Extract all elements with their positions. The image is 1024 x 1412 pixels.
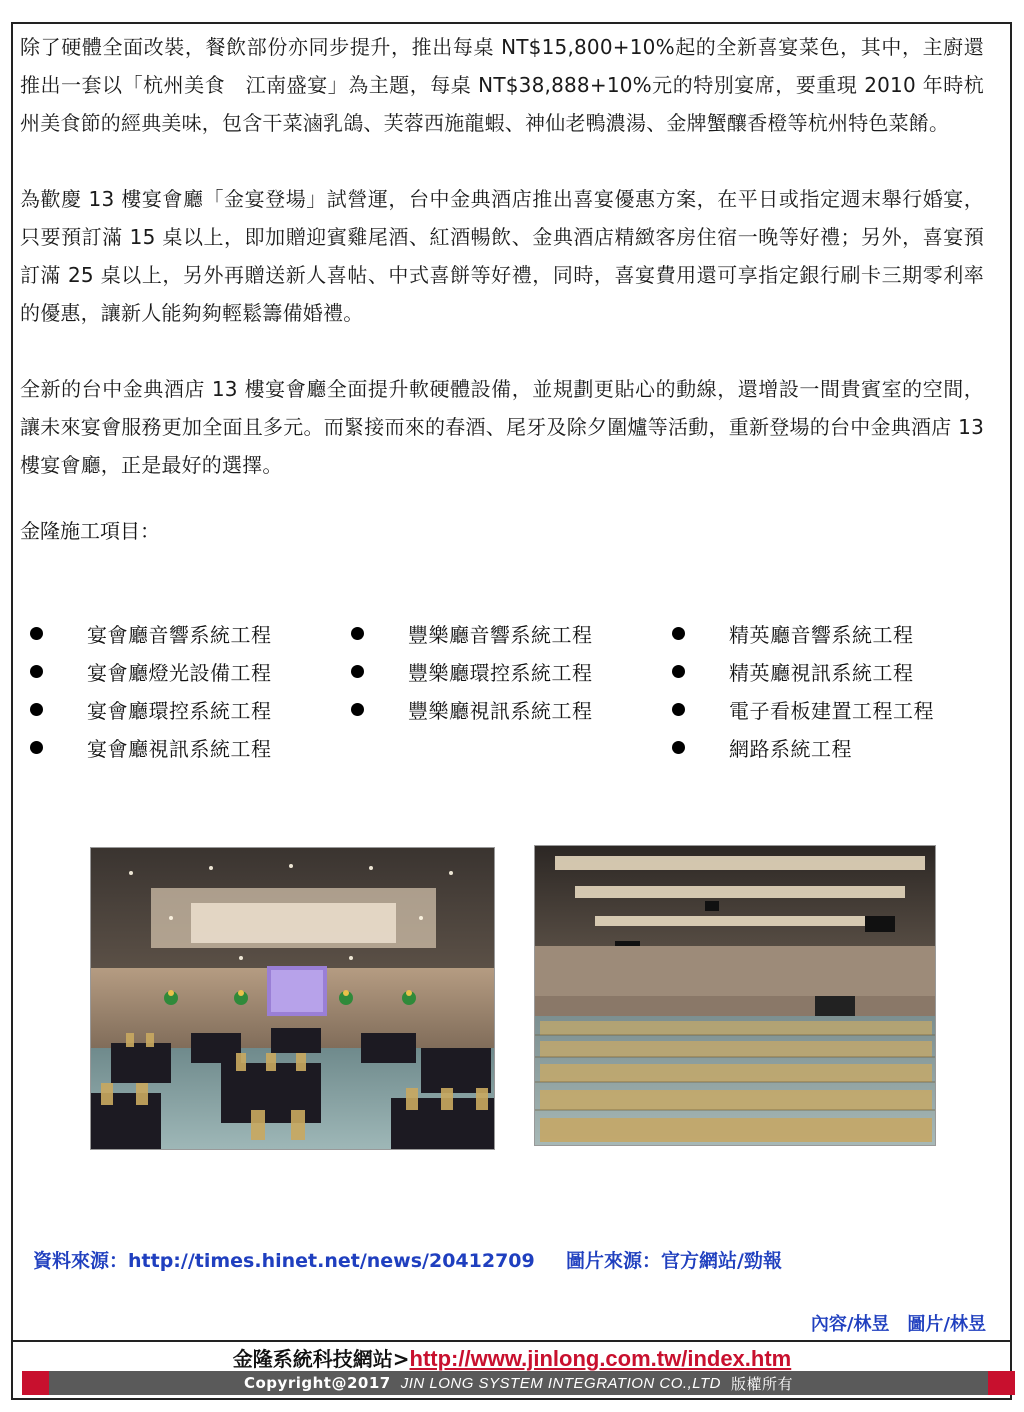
project-column-elite-hall [662,614,984,766]
bullet-icon [672,703,685,716]
list-item: 宴會廳視訊系統工程 [20,728,341,766]
rights-text: 版權所有 [731,1374,794,1393]
list-item: 豐樂廳音響系統工程 [341,614,662,652]
paragraph-wedding-promotion: 為歡慶 13 樓宴會廳「金宴登場」試營運，台中金典酒店推出喜宴優惠方案，在平日或指定週末舉行婚宴，只要預訂滿 15 桌以上，即加贈迎賓雞尾酒、紅酒暢飲、金典酒店精緻客房住宿一晚等好禮；另外，喜宴預訂滿 25 桌以上，另外再贈送新人喜帖、中式喜餅等好禮，同時，喜宴費用還可享指定銀行刷卡三期零利率的優惠，讓新人能夠夠輕鬆籌備婚禮。 [20,187,984,325]
paragraph-banquet-menu: 除了硬體全面改裝，餐飲部份亦同步提升，推出每桌 NT$15,800+10%起的全新喜宴菜色，其中，主廚還推出一套以「杭州美食 江南盛宴」為主題，每桌 NT$38,888+10%元的特別宴席，要重現 2010 年時杭州美食節的經典美味，包含干菜滷乳鴿、芙蓉西施龍蝦、神仙老鴨濃湯、金牌蟹釀香橙等杭州特色菜餚。 [20,35,984,135]
author-credits: 內容/林昱 圖片/林昱 [810,1314,986,1335]
project-column-banquet-hall [20,614,341,766]
site-label: 金隆系統科技網站> [232,1347,410,1371]
bullet-icon [30,741,43,754]
bullet-icon [351,665,364,678]
bullet-icon [672,627,685,640]
list-item: 宴會廳音響系統工程 [20,614,341,652]
project-column-fengle-hall [341,614,662,766]
data-source-link[interactable]: 資料來源：http://times.hinet.net/news/20412709 [33,1250,535,1272]
bullet-icon [672,665,685,678]
company-name: JIN LONG SYSTEM INTEGRATION CO.,LTD [400,1374,721,1392]
list-item: 宴會廳環控系統工程 [20,690,341,728]
bullet-icon [672,741,685,754]
banquet-hall-photo [90,847,495,1150]
list-item: 電子看板建置工程工程 [662,690,984,728]
image-source-label: 圖片來源：官方網站/勁報 [566,1250,782,1272]
bullet-icon [30,627,43,640]
list-item: 網路系統工程 [662,728,984,766]
bullet-icon [30,703,43,716]
copyright-bar [22,1371,1015,1395]
bullet-icon [30,665,43,678]
bullet-icon [351,627,364,640]
article-body [20,28,984,546]
copyright-text: Copyright@2017 [243,1374,391,1392]
projects-heading: 金隆施工項目： [20,519,160,543]
list-item: 豐樂廳環控系統工程 [341,652,662,690]
site-footer [0,1343,1024,1372]
footer-divider [11,1340,1012,1342]
list-item: 宴會廳燈光設備工程 [20,652,341,690]
bullet-icon [351,703,364,716]
list-item: 精英廳視訊系統工程 [662,652,984,690]
site-url-link[interactable]: http://www.jinlong.com.tw/index.htm [409,1346,792,1371]
list-item: 豐樂廳視訊系統工程 [341,690,662,728]
accent-block-right [988,1371,1015,1395]
list-item: 精英廳音響系統工程 [662,614,984,652]
paragraph-hall-upgrade: 全新的台中金典酒店 13 樓宴會廳全面提升軟硬體設備，並規劃更貼心的動線，還增設一間貴賓室的空間，讓未來宴會服務更加全面且多元。而緊接而來的春酒、尾牙及除夕圍爐等活動，重新登場的台中金典酒店 13 樓宴會廳，正是最好的選擇。 [20,377,984,477]
function-room-photo [534,845,936,1146]
project-list [20,614,984,766]
accent-block-left [22,1371,49,1395]
